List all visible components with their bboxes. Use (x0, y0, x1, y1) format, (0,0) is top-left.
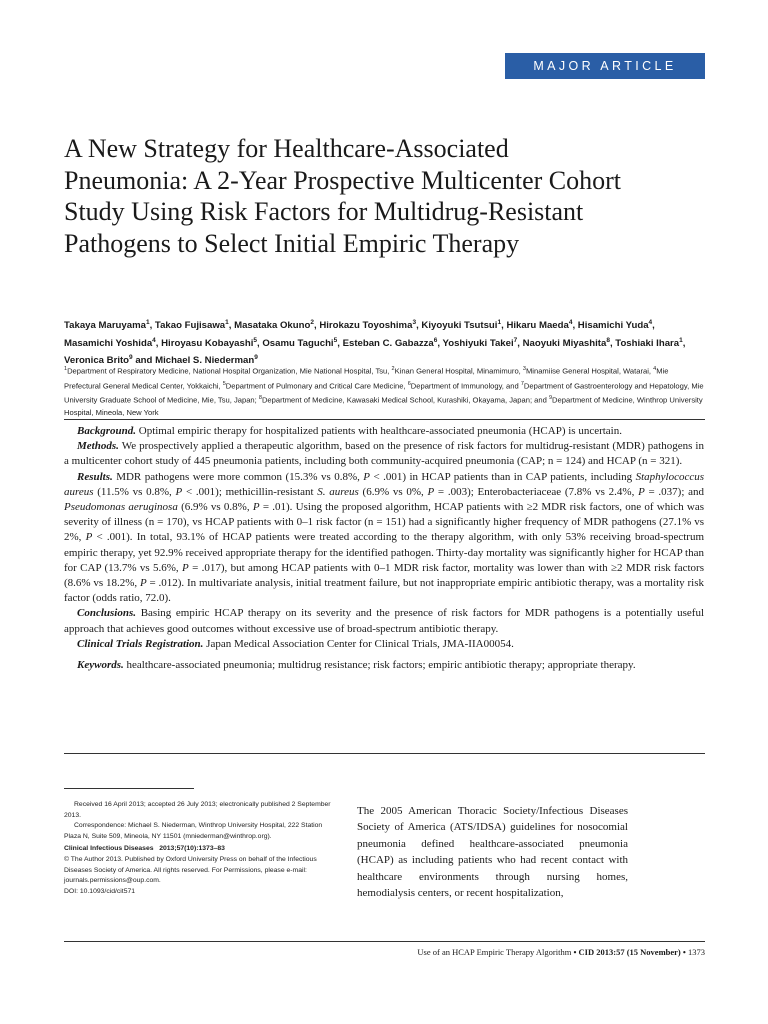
running-journal: CID 2013:57 (15 November) (578, 947, 681, 957)
footnote-journal: Clinical Infectious Diseases 2013;57(10):1373–83 (64, 845, 225, 853)
affiliation-number: 9 (548, 395, 553, 402)
affiliation-text: Department of Pulmonary and Critical Care Medicine, (225, 381, 406, 391)
footer-bullet: • (573, 947, 577, 957)
results-p: P (175, 485, 183, 498)
abstract-trials-text: Japan Medical Association Center for Clinical Trials, JMA-IIA00054. (206, 637, 514, 650)
affiliation-text: Department of Medicine, Winthrop University Hospital, Mineola, New York (64, 395, 703, 417)
abstract-methods (64, 439, 704, 469)
affiliations (64, 363, 704, 419)
affiliation-text: Department of Respiratory Medicine, National Hospital Organization, Mie National Hospital, Tsu, (67, 366, 390, 376)
footnote-doi: DOI: 10.1093/cid/cit571 (64, 887, 136, 895)
results-p: P (139, 577, 147, 590)
abstract-top-rule (64, 419, 705, 420)
results-text: (6.9% vs 0.8%, (181, 501, 250, 514)
author-affiliation-number: 4 (152, 336, 156, 344)
affiliation-text: Department of Gastroenterology and Hepatology, Mie University Graduate School of Medicine, Mie, Tsu, Japan; (64, 381, 704, 405)
author-affiliation-number: 1 (225, 319, 229, 326)
author-affiliation-number: 8 (606, 336, 610, 344)
results-text: = .017), but among HCAP patients with 0–1 MDR risk factor, mortality was lower than with ≥2 MDR risk factors (8.6% vs 18.2%, (64, 561, 705, 590)
abstract-results-heading: Results. (77, 470, 113, 483)
affiliation-text: Mie Prefectural General Medical Center, Yokkaichi, (64, 366, 669, 391)
body-paragraph: The 2005 American Thoracic Society/Infectious Diseases Society of America (ATS/IDSA) guidelines for nosocomial pneumonia defined healthcare-associated pneumonia (HCAP) as including patients who had recent contact with healthcare environments through nursing homes, hemodialysis centers, or recent hospitalization, (357, 805, 628, 900)
affiliation-text: Department of Immunology, and (410, 381, 519, 391)
author-name: Yoshiyuki Takei (442, 337, 514, 349)
results-p: P (85, 531, 93, 544)
author-affiliation-number: 1 (145, 319, 150, 326)
author-name: Hirokazu Toyoshima (319, 320, 413, 332)
footer-rule (64, 941, 705, 942)
affiliation-number: 2 (391, 366, 395, 372)
results-text: = .01). Using the proposed algorithm, HCAP patients with ≥2 MDR risk factors, one of which was severity of illness (n = 170), vs HCAP patients with 0–1 risk factor (n = 151) had a significantly higher frequency of MDR pathogens (27.1% vs 2%, (64, 501, 705, 544)
affiliation-number: 7 (520, 380, 524, 387)
author-affiliation-number: 1 (497, 319, 502, 326)
affiliation-number: 6 (407, 380, 411, 387)
author-name: Toshiaki Ihara (615, 337, 680, 349)
author-and: and (135, 355, 153, 367)
author-name: Osamu Taguchi (262, 337, 334, 349)
results-species: S. aureus (317, 485, 359, 498)
footnote-correspondence: Correspondence: Michael S. Niederman, Winthrop University Hospital, 222 Station Plaza N, Suite 509, Mineola, NY 11501 (mniederman@winthrop.org). (64, 822, 323, 840)
footnote-received: Received 16 April 2013; accepted 26 July 2013; electronically published 2 September 2013. (64, 801, 331, 819)
results-text: = .012). In multivariate analysis, initial treatment failure, but not inappropriate empiric antibiotic therapy, was a mortality risk factor (odds ratio, 72.0). (64, 577, 704, 605)
author-name: Esteban C. Gabazza (342, 337, 434, 349)
results-text: < .001). In total, 93.1% of HCAP patients were treated according to the therapy algorithm, with only 53% receiving broad-spectrum empiric therapy, yet 92.9% received appropriate therapy for the identified pathogen. Thirty-day mortality was significantly higher for HCAP than for CAP (13.7% vs 5.6%, (64, 531, 705, 574)
results-text: (6.9% vs 0%, (362, 485, 424, 498)
article-title: A New Strategy for Healthcare-Associated Pneumonia: A 2-Year Prospective Multicenter Cohort Study Using Risk Factors for Multidrug-Resistant Pathogens to Select Initial Empiric Therapy (64, 134, 622, 258)
results-text: MDR pathogens were more common (15.3% vs 0.8%, (116, 470, 360, 483)
footnotes (64, 800, 334, 897)
author-affiliation-number: 5 (253, 336, 257, 344)
abstract-keywords (64, 658, 704, 673)
running-footer (417, 946, 705, 958)
author-affiliation-number: 4 (568, 319, 573, 326)
abstract-keywords-text: healthcare-associated pneumonia; multidrug resistance; risk factors; empiric antibiotic therapy; appropriate therapy. (126, 659, 636, 672)
results-p: P (182, 561, 189, 574)
results-text: = .037); and (648, 485, 705, 498)
author-name: Masataka Okuno (234, 320, 311, 332)
affiliation-text: Minamiise General Hospital, Watarai, (525, 366, 652, 376)
affiliation-number: 8 (258, 395, 262, 402)
affiliation-text: Kinan General Hospital, Minamimuro, (394, 366, 521, 376)
author-name: Veronica Brito (64, 355, 130, 367)
article-type-badge: MAJOR ARTICLE (505, 53, 705, 79)
body-text (357, 803, 628, 901)
results-text: < .001) in HCAP patients than in CAP patients, including (373, 470, 633, 483)
author-affiliation-number: 5 (333, 336, 338, 344)
abstract-results (64, 470, 704, 607)
author-name: Kiyoyuki Tsutsui (421, 320, 498, 332)
abstract-trials-heading: Clinical Trials Registration. (77, 637, 204, 650)
abstract-conclusions-text: Basing empiric HCAP therapy on its severity and the presence of risk factors for MDR pathogens is a potentially useful approach that achieves good outcomes without excessive use of broad-spectrum antibiotic therapy. (64, 607, 704, 635)
author-affiliation-number: 2 (310, 319, 314, 326)
results-text: < .001); methicillin-resistant (185, 485, 314, 498)
footer-bullet: • (682, 947, 686, 957)
author-affiliation-number: 1 (679, 336, 683, 344)
abstract-conclusions (64, 606, 704, 636)
results-text: = .003); Enterobacteriaceae (7.8% vs 2.4%, (437, 485, 635, 498)
abstract-background-text: Optimal empiric therapy for hospitalized patients with healthcare-associated pneumonia (HCAP) is uncertain. (138, 425, 622, 437)
abstract-background-heading: Background. (77, 425, 136, 437)
author-affiliation-number: 6 (433, 336, 438, 344)
running-title: Use of an HCAP Empiric Therapy Algorithm (417, 947, 572, 957)
affiliation-text: Department of Medicine, Kawasaki Medical School, Kurashiki, Okayama, Japan; and (261, 395, 547, 405)
affiliation-number: 3 (522, 366, 526, 372)
abstract-trials (64, 637, 704, 652)
author-affiliation-number: 7 (513, 336, 518, 344)
author-name: Masamichi Yoshida (64, 337, 153, 349)
page-number: 1373 (688, 947, 705, 957)
results-p: P (427, 485, 435, 498)
footnote-rule (64, 788, 194, 789)
author-affiliation-number: 4 (648, 319, 653, 326)
results-text: (11.5% vs 0.8%, (97, 485, 172, 498)
affiliation-number: 5 (222, 380, 226, 387)
abstract-bottom-rule (64, 753, 705, 754)
author-affiliation-number: 9 (129, 354, 133, 362)
author-affiliation-number: 9 (254, 354, 258, 362)
author-name: Hikaru Maeda (506, 320, 569, 332)
footnote-copyright: © The Author 2013. Published by Oxford University Press on behalf of the Infectious Diseases Society of America. All rights reserved. For Permissions, please e-mail: journals.permissions@oup.com. (64, 855, 317, 885)
abstract-methods-text: We prospectively applied a therapeutic algorithm, based on the presence of risk factors for multidrug-resistant (MDR) pathogens in a multicenter cohort study of 445 pneumonia patients, including both community-acquired pneumonia (CAP; n = 124) and HCAP (n = 321). (64, 440, 704, 468)
author-list: Takaya Maruyama$^1$, Takao Fujisawa$^1$, Masataka Okuno$^2$, Hirokazu Toyoshima$^3$, Kiyoyuki Tsutsui$^1$, Hikaru Maeda$^4$, Hisamichi Yuda$^4$, Masamichi Yoshida$^4$, Hiroyasu Kobayashi$^5$, Osamu Taguchi$^5$, Esteban C. Gabazza$^6$, Yoshiyuki Takei$^7$, Naoyuki Miyashita$^8$, Toshiaki Ihara$^1$, Veronica Brito$^9$ and Michael S. Niederman$^9$ (64, 319, 686, 367)
author-affiliation-number: 3 (412, 319, 417, 326)
affiliation-number: 4 (653, 366, 657, 372)
abstract (64, 424, 704, 673)
author-name: Hiroyasu Kobayashi (161, 337, 254, 349)
results-species: Staphylococcus aureus (64, 470, 705, 498)
author-name: Takaya Maruyama (64, 320, 146, 332)
author-name: Hisamichi Yuda (577, 320, 649, 332)
affiliation-number: 1 (64, 366, 68, 372)
author-name: Naoyuki Miyashita (522, 337, 607, 349)
results-species: Pseudomonas aeruginosa (64, 501, 178, 514)
abstract-conclusions-heading: Conclusions. (77, 607, 136, 620)
results-p: P (638, 485, 645, 498)
abstract-background (64, 424, 704, 439)
author-name: Michael S. Niederman (155, 355, 255, 367)
results-p: P (363, 470, 371, 483)
author-name: Takao Fujisawa (154, 320, 226, 332)
abstract-methods-heading: Methods. (77, 440, 119, 453)
abstract-keywords-heading: Keywords. (77, 659, 124, 672)
results-p: P (252, 501, 260, 514)
